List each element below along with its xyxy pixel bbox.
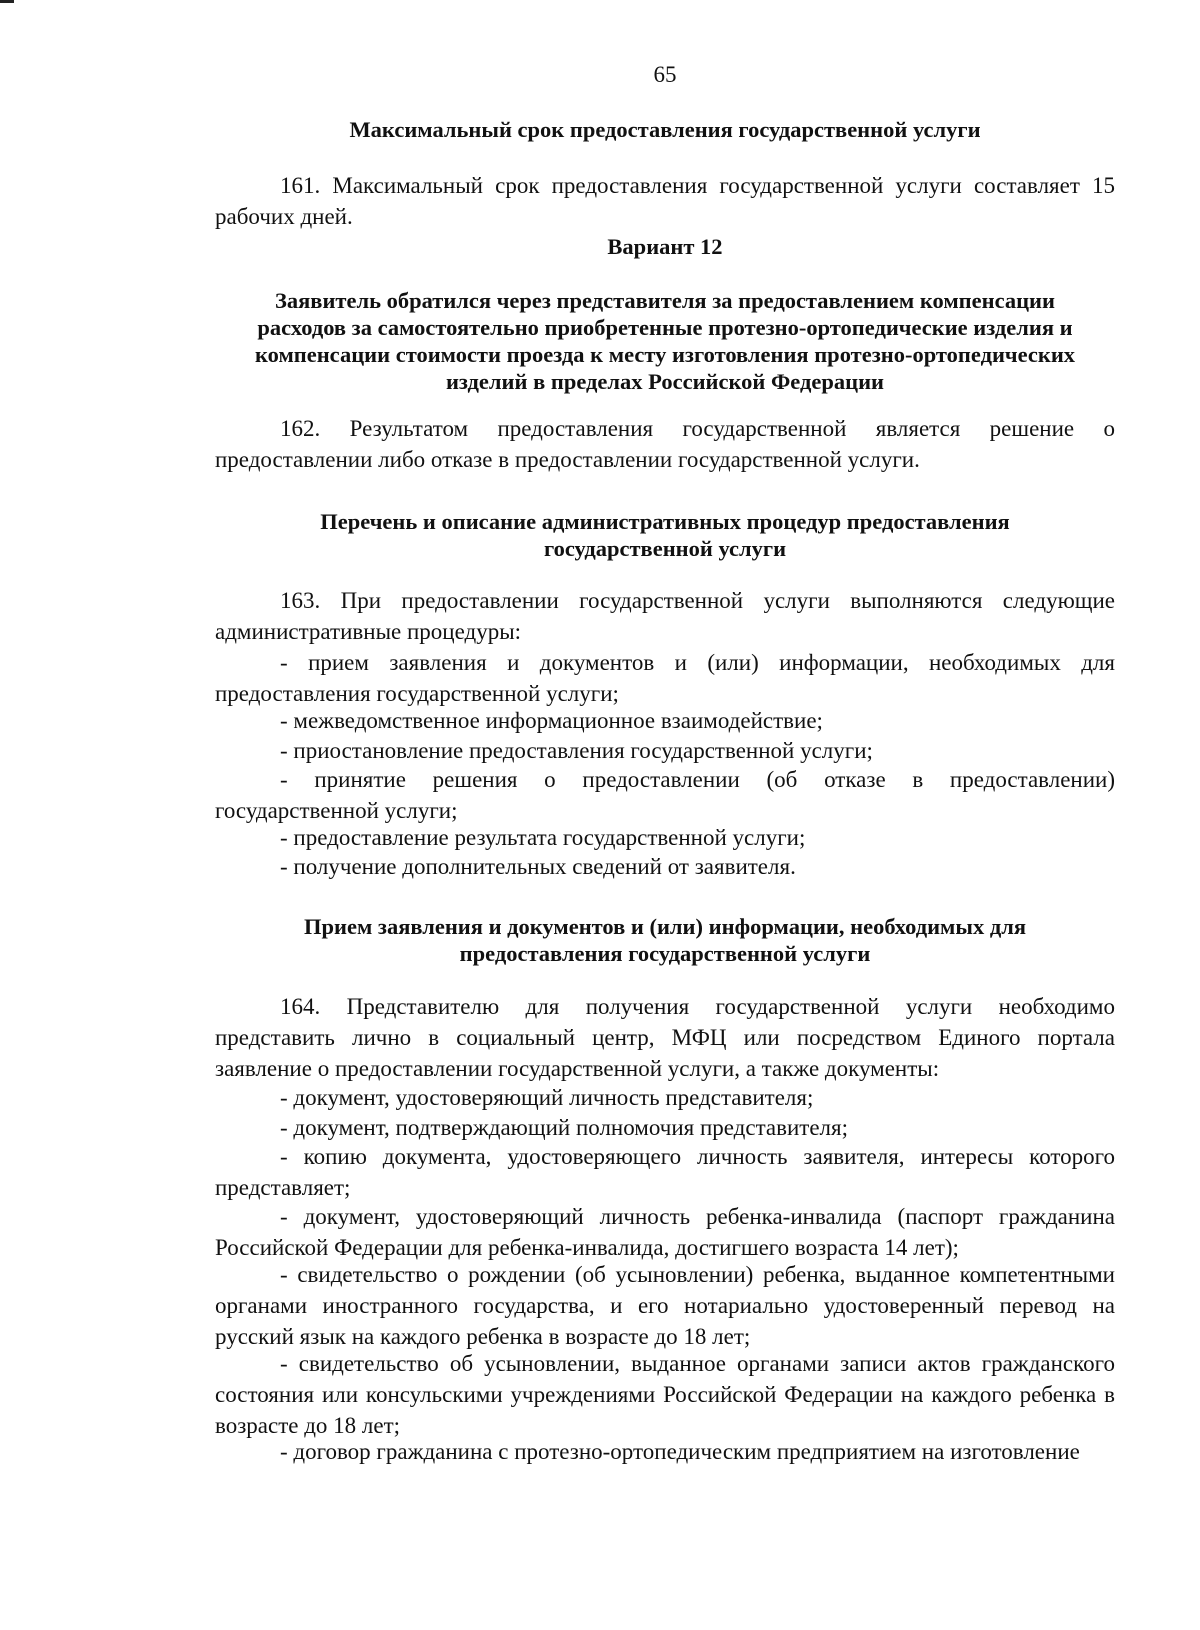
document-item: - свидетельство об усыновлении, выданное органами записи актов гражданского состояния или консульскими учреждениями Российской Федерации на каждого ребенка в возрасте до 18 лет; [215, 1351, 1115, 1438]
page-number: 65 [653, 62, 677, 87]
document-item: - копию документа, удостоверяющего личность заявителя, интересы которого представляет; [215, 1144, 1115, 1200]
procedure-item: - предоставление результата государственной услуги; [280, 825, 806, 850]
heading-applicant-representative: Заявитель обратился через представителя за предоставлением компенсации расходов за самостоятельно приобретенные протезно-ортопедические изделия и компенсации стоимости проезда к месту изготовления протезно-ортопедических изделий в пределах Российской Федерации [254, 288, 1076, 394]
document-item: - документ, удостоверяющий личность ребенка-инвалида (паспорт гражданина Российской Федерации для ребенка-инвалида, достигшего возраста 14 лет); [215, 1204, 1115, 1260]
procedure-item: - прием заявления и документов и (или) информации, необходимых для предоставления государственной услуги; [215, 650, 1115, 706]
paragraph-162: 162. Результатом предоставления государственной является решение о предоставлении либо отказе в предоставлении государственной услуги. [215, 416, 1115, 472]
procedure-item: - получение дополнительных сведений от заявителя. [280, 854, 796, 879]
variant-title: Вариант 12 [607, 234, 723, 259]
document-item: - документ, удостоверяющий личность представителя; [280, 1085, 814, 1110]
paragraph-163: 163. При предоставлении государственной услуги выполняются следующие административные процедуры: [215, 588, 1115, 644]
document-item: - документ, подтверждающий полномочия представителя; [280, 1115, 849, 1140]
heading-procedures-list: Перечень и описание административных процедур предоставления государственной услуги [320, 509, 1010, 561]
procedure-item: - принятие решения о предоставлении (об отказе в предоставлении) государственной услуги; [215, 767, 1115, 823]
procedure-item: - межведомственное информационное взаимодействие; [280, 708, 823, 733]
procedure-item: - приостановление предоставления государственной услуги; [280, 738, 873, 763]
paragraph-161: 161. Максимальный срок предоставления государственной услуги составляет 15 рабочих дней. [215, 173, 1115, 229]
document-item: - свидетельство о рождении (об усыновлении) ребенка, выданное компетентными органами иностранного государства, и его нотариально удостоверенный перевод на русский язык на каждого ребенка в возрасте до 18 лет; [215, 1262, 1115, 1349]
heading-max-term: Максимальный срок предоставления государственной услуги [349, 117, 981, 142]
scan-edge-mark [0, 0, 14, 3]
document-item: - договор гражданина с протезно-ортопедическим предприятием на изготовление [280, 1439, 1080, 1464]
paragraph-164: 164. Представителю для получения государственной услуги необходимо представить лично в социальный центр, МФЦ или посредством Единого портала заявление о предоставлении государственной услуги, а также документы: [215, 994, 1115, 1081]
heading-application-intake: Прием заявления и документов и (или) информации, необходимых для предоставления государственной услуги [304, 914, 1026, 966]
